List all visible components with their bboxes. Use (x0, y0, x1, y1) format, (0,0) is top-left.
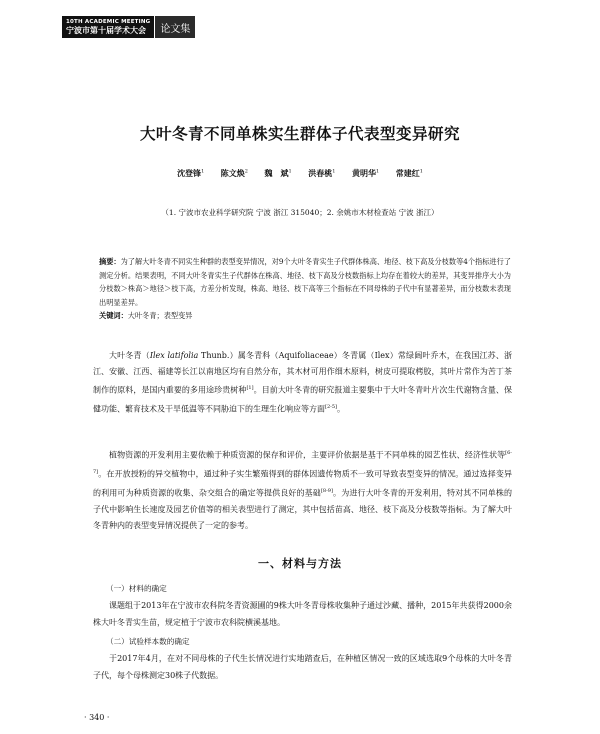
author: 陈文焕$^2$ (220, 168, 248, 178)
methods-paragraph-2: 于2017年4月，在对不同母株的子代生长情况进行实地踏查后，在种植区情况一致的区域选取9个母株的大叶冬青子代，每个母株测定30株子代数据。 (93, 654, 512, 680)
intro-paragraph-2: 植物资源的开发利用主要依赖于种质资源的保存和评价，主要评价依据是基于不同单株的园艺性状、经济性状等[6-7]。在开放授粉的异交植物中，通过种子实生繁殖得到的群体因遗传物质不一致可导致表型变异的情况。通过选择变异的利用可为种质资源的收集、杂交组合的确定等提供良好的基础[8-9]。为进行大叶冬青的开发利用，特对其不同单株的子代中影响生长速度及园艺价值等的相关表型进行了测定，其中包括苗高、地径、枝下高及分枝数等指标。为了解大叶冬青种内的表型变异情况提供了一定的参考。 (93, 450, 513, 530)
abstract-text: 为了解大叶冬青不同实生种群的表型变异情况，对9个大叶冬青实生子代群体株高、地径、枝下高及分枝数等4个指标进行了测定分析。结果表明，不同大叶冬青实生子代群体在株高、地径、枝下高及分枝数指标上均存在着较大的差异，其变异排序大小为分枝数＞株高＞地径＞枝下高，方差分析发现，株高、地径、枝下高等三个指标在不同母株的子代中有显著差异，而分枝数未表现出明显差异。 (99, 257, 511, 307)
author: 洪春桃$^1$ (308, 168, 336, 178)
latin-name: Ilex latifolia (149, 351, 199, 360)
intro-paragraph-1: 大叶冬青（Ilex latifolia Thunb.）属冬青科（Aquifoliaceae）冬青属（Ilex）常绿阔叶乔木，在我国江苏、浙江、安徽、江西、福建等长江以南地区均有自然分布，其木材可用作细木原料，树皮可提取栲胶，其叶片常作为苦丁茶制作的原料，是国内重要的多用途珍贵树种[1]。目前大叶冬青的研究报道主要集中于大叶冬青叶片次生代谢物含量、保健功能、繁育技术及干旱低温等不同胁迫下的生理生化响应等方面[2-5]。 (93, 351, 512, 414)
citation: [8-9] (320, 487, 333, 494)
methods-paragraph-1: 课题组于2013年在宁波市农科院冬青资源圃的9株大叶冬青母株收集种子通过沙藏、播种，2015年共获得2000余株大叶冬青实生苗，规定植于宁波市农科院横溪基地。 (93, 601, 512, 627)
header-badge (62, 16, 154, 38)
page-number: · 340 · (84, 713, 110, 722)
citation: [6-7] (93, 450, 512, 475)
abstract-label: 摘要： (99, 257, 121, 266)
subsection-heading-2: （二）试验样本数的确定 (106, 637, 190, 646)
journal-header (62, 16, 195, 38)
affiliation: （1. 宁波市农业科学研究院 宁波 浙江 315040；2. 余姚市木材检查站 宁波 浙江） (161, 208, 439, 217)
abstract (99, 255, 511, 323)
paper-title: 大叶冬青不同单株实生群体子代表型变异研究 (139, 125, 460, 143)
header-english: 10TH ACADEMIC MEETING (66, 18, 151, 25)
section-heading: 一、材料与方法 (258, 557, 342, 570)
header-tag: 论文集 (154, 16, 195, 38)
citation: [1] (246, 385, 254, 392)
author: 魏 斌$^1$ (264, 168, 292, 178)
keywords: 大叶冬青；表型变异 (127, 311, 193, 321)
author: 黄明华$^1$ (352, 168, 380, 178)
keywords-label: 关键词： (99, 311, 128, 321)
subsection-heading-1: （一）材料的确定 (106, 584, 167, 593)
author: 常建红$^1$ (395, 168, 423, 178)
author: 沈登锋$^1$ (177, 168, 205, 178)
author-list (0, 168, 600, 179)
header-chinese: 宁波市第十届学术大会 (66, 25, 146, 35)
citation: [2-5] (325, 404, 337, 411)
